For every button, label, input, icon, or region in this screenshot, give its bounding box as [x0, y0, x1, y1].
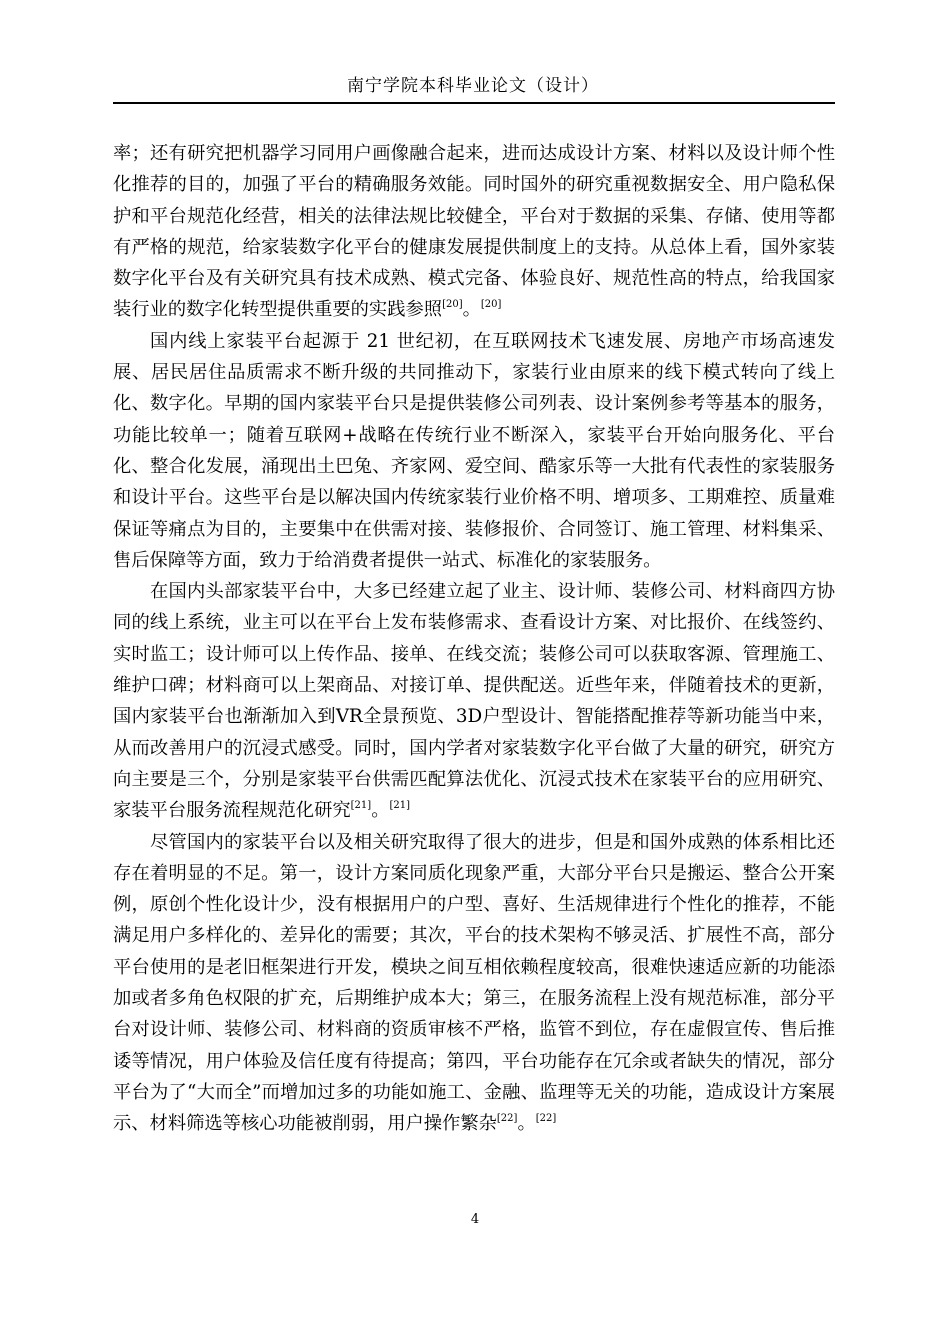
paragraph-2-text: 国内线上家装平台起源于 21 世纪初，在互联网技术飞速发展、房地产市场高速发展、居民居住品质需求不断升级的共同推动下，家装行业由原来的线下模式转向了线上化、数字化。早期的国内家装平台只是提供装修公司列表、设计案例参考等基本的服务，功能比较单一；随着互联网+战略在传统行业不断深入，家装平台开始向服务化、平台化、整合化发展，涌现出土巴兔、齐家网、爱空间、酷家乐等一大批有代表性的家装服务和设计平台。这些平台是以解决国内传统家装行业价格不明、增项多、工期难控、质量难保证等痛点为目的，主要集中在供需对接、装修报价、合同签订、施工管理、材料集采、售后保障等方面，致力于给消费者提供一站式、标准化的家装服务。: [113, 330, 835, 571]
paragraph-1-text: 率；还有研究把机器学习同用户画像融合起来，进而达成设计方案、材料以及设计师个性化推荐的目的，加强了平台的精确服务效能。同时国外的研究重视数据安全、用户隐私保护和平台规范化经营，相关的法律法规比较健全，平台对于数据的采集、存储、使用等都有严格的规范，给家装数字化平台的健康发展提供制度上的支持。从总体上看，国外家装数字化平台及有关研究具有技术成熟、模式完备、体验良好、规范性高的特点，给我国家装行业的数字化转型提供重要的实践参照: [113, 143, 835, 321]
paragraph-1-tail: 。: [462, 299, 481, 321]
citation-marker: [22]: [535, 1113, 557, 1125]
citation-marker: [20]: [442, 299, 463, 311]
paragraph-4: [113, 827, 835, 1140]
paragraph-1: [113, 138, 835, 326]
paragraph-3-tail: 。: [371, 800, 390, 822]
header-rule: [113, 102, 835, 104]
page-number: 4: [470, 1212, 480, 1227]
paragraph-3: [113, 576, 835, 826]
citation-marker: [21]: [350, 800, 372, 812]
citation-marker: [21]: [389, 800, 410, 812]
running-header: 南宁学院本科毕业论文（设计）: [347, 76, 599, 96]
paragraph-4-text: 尽管国内的家装平台以及相关研究取得了很大的进步，但是和国外成熟的体系相比还存在着明显的不足。第一，设计方案同质化现象严重，大部分平台只是搬运、整合公开案例，原创个性化设计少，没有根据用户的户型、喜好、生活规律进行个性化的推荐，不能满足用户多样化的、差异化的需要；其次，平台的技术架构不够灵活、扩展性不高，部分平台使用的是老旧框架进行开发，模块之间互相依赖程度较高，很难快速适应新的功能添加或者多角色权限的扩充，后期维护成本大；第三，在服务流程上没有规范标准，部分平台对设计师、装修公司、材料商的资质审核不严格，监管不到位，存在虚假宣传、售后推诿等情况，用户体验及信任度有待提高；第四，平台功能存在冗余或者缺失的情况，部分平台为了“大而全”而增加过多的功能如施工、金融、监理等无关的功能，造成设计方案展示、材料筛选等核心功能被削弱，用户操作繁杂: [113, 831, 835, 1135]
paragraph-2: [113, 326, 835, 576]
body-text: [113, 138, 835, 1140]
citation-marker: [22]: [496, 1113, 518, 1125]
paragraph-4-tail: 。: [517, 1113, 536, 1135]
citation-marker: [20]: [480, 299, 502, 311]
paragraph-3-text: 在国内头部家装平台中，大多已经建立起了业主、设计师、装修公司、材料商四方协同的线上系统，业主可以在平台上发布装修需求、查看设计方案、对比报价、在线签约、实时监工；设计师可以上传作品、接单、在线交流；装修公司可以获取客源、管理施工、维护口碑；材料商可以上架商品、对接订单、提供配送。近些年来，伴随着技术的更新，国内家装平台也渐渐加入到VR全景预览、3D户型设计、智能搭配推荐等新功能当中来，从而改善用户的沉浸式感受。同时，国内学者对家装数字化平台做了大量的研究，研究方向主要是三个，分别是家装平台供需匹配算法优化、沉浸式技术在家装平台的应用研究、家装平台服务流程规范化研究: [113, 581, 835, 822]
